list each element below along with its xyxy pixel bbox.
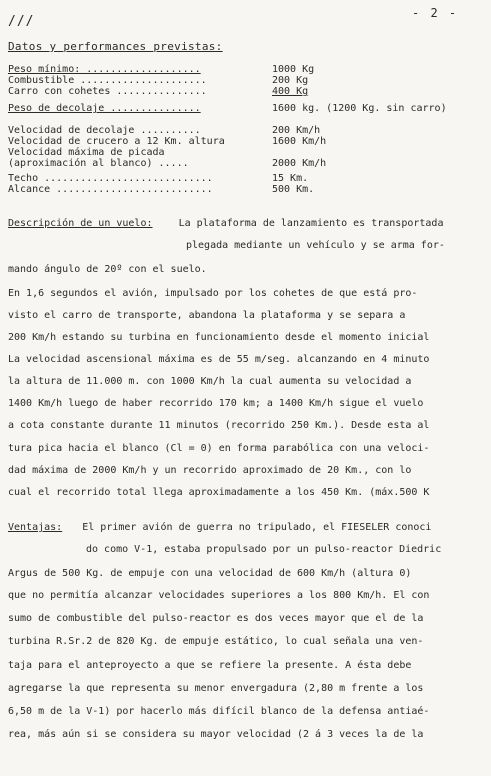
description-line: visto el carro de transporte, abandona la plataforma y se separa a: [8, 310, 406, 321]
spec-label: Velocidad de crucero a 12 Km. altura: [8, 136, 225, 147]
description-line: tura pica hacia el blanco (Cl = 0) en forma parabólica con una veloci-: [8, 443, 430, 454]
description-line: [8, 218, 443, 229]
header-mark: ///: [8, 14, 35, 29]
spec-label: (aproximación al blanco) .....: [8, 158, 189, 169]
spec-label: Techo ............................: [8, 173, 213, 184]
advantages-line: agregarse la que representa su menor envergadura (2,80 m frente a los: [8, 683, 424, 694]
advantages-line: [8, 522, 431, 533]
description-line: 200 Km/h estando su turbina en funcionamiento desde el momento inicial: [8, 332, 430, 343]
spec-value: 1600 Km/h: [272, 136, 327, 147]
spec-label: Combustible .....................: [8, 75, 207, 86]
advantages-line: rea, más aún si se considera su mayor velocidad (2 á 3 veces la de la: [8, 729, 424, 740]
advantages-heading: Ventajas:: [8, 522, 63, 533]
advantages-line: Argus de 500 Kg. de empuje con una velocidad de 600 Km/h (altura 0): [8, 568, 412, 579]
spec-value: 1000 Kg: [272, 64, 315, 75]
advantages-line: que no permitía alcanzar velocidades superiores a los 800 Km/h. El con: [8, 590, 430, 601]
description-heading: Descripción de un vuelo:: [8, 218, 153, 229]
advantages-text: El primer avión de guerra no tripulado, el FIESELER conoci: [82, 522, 432, 533]
advantages-line: turbina R.Sr.2 de 820 Kg. de empuje estático, lo cual señala una ven-: [8, 636, 424, 647]
advantages-line: taja para el anteproyecto a que se refiere la presente. A ésta debe: [8, 660, 412, 671]
description-line: En 1,6 segundos el avión, impulsado por los cohetes de que está pro-: [8, 288, 418, 299]
description-line: a cota constante durante 11 minutos (recorrido 250 Km.). Desde esta al: [8, 420, 430, 431]
spec-label: Peso de decolaje ...............: [8, 103, 201, 114]
spec-value: 500 Km.: [272, 184, 315, 195]
spec-value: 1600 kg. (1200 Kg. sin carro): [272, 103, 447, 114]
description-line: plegada mediante un vehículo y se arma for-: [186, 240, 445, 251]
advantages-line: do como V-1, estaba propulsado por un pulso-reactor Diedric: [86, 544, 442, 555]
spec-value: 400 Kg: [272, 86, 309, 97]
spec-value: 15 Km.: [272, 173, 309, 184]
spec-value: 200 Kg: [272, 75, 309, 86]
spec-label: Alcance ..........................: [8, 184, 213, 195]
spec-label: Carro con cohetes ...............: [8, 86, 207, 97]
description-line: mando ángulo de 20º con el suelo.: [8, 264, 207, 275]
spec-value: 2000 Km/h: [272, 158, 327, 169]
description-line: cual el recorrido total llega aproximadamente a los 450 Km. (máx.500 K: [8, 487, 430, 498]
spec-value: 200 Km/h: [272, 125, 321, 136]
section-title: Datos y performances previstas:: [8, 40, 223, 53]
description-line: La velocidad ascensional máxima es de 55 m/seg. alcanzando en 4 minuto: [8, 354, 430, 365]
spec-label: Velocidad máxima de picada: [8, 147, 165, 158]
page-number: - 2 -: [412, 6, 459, 20]
advantages-line: 6,50 m de la V-1) por hacerlo más difícil blanco de la defensa antiaé-: [8, 706, 430, 717]
advantages-line: sumo de combustible del pulso-reactor es dos veces mayor que el de la: [8, 613, 424, 624]
description-line: 1400 Km/h luego de haber recorrido 170 km; a 1400 Km/h sigue el vuelo: [8, 398, 424, 409]
description-line: la altura de 11.000 m. con 1000 Km/h la cual aumenta su velocidad a: [8, 376, 412, 387]
description-line: dad máxima de 2000 Km/h y un recorrido aproximado de 20 Km., con lo: [8, 465, 412, 476]
spec-label: Peso mínimo: ...................: [8, 64, 201, 75]
spec-label: Velocidad de decolaje ..........: [8, 125, 201, 136]
description-text: La plataforma de lanzamiento es transportada: [178, 218, 444, 229]
